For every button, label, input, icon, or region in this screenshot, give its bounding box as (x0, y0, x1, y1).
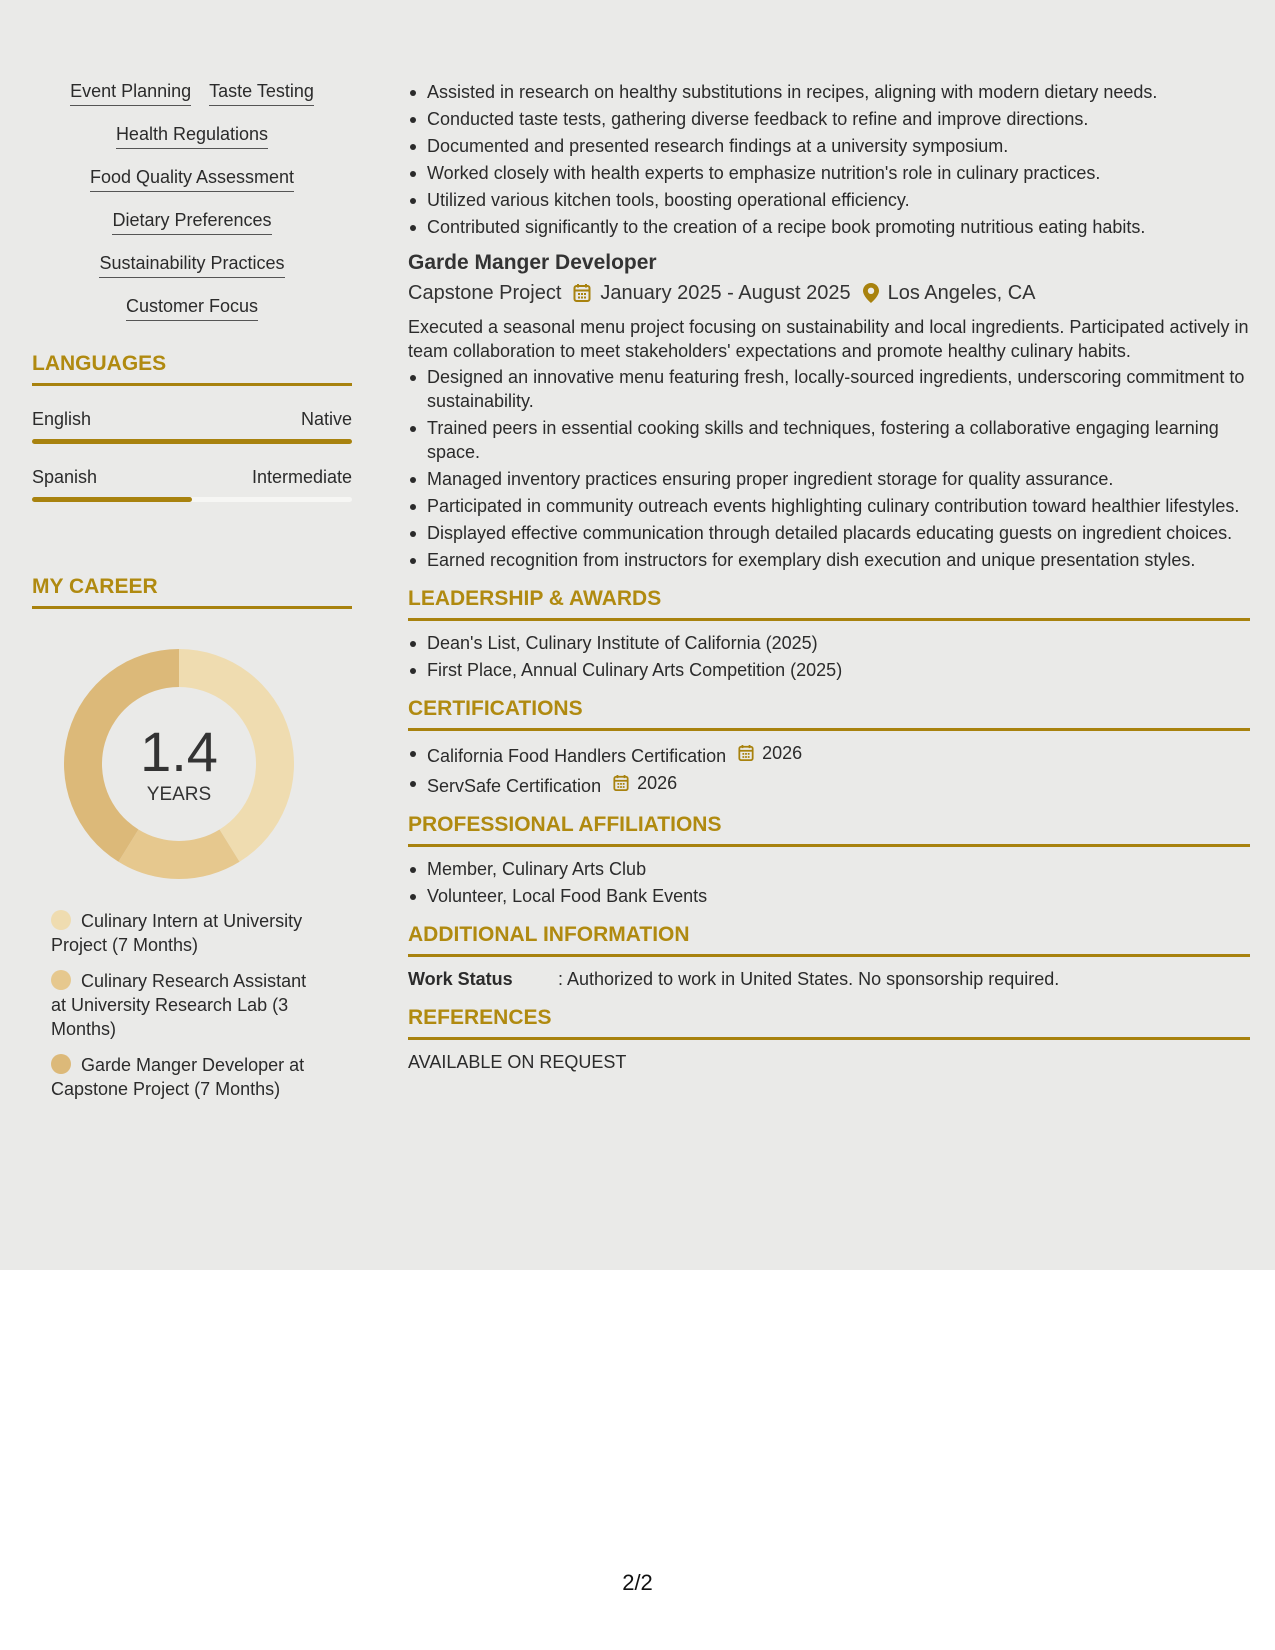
calendar-icon (613, 774, 633, 792)
references-text: AVAILABLE ON REQUEST (408, 1052, 627, 1072)
languages-section (32, 351, 352, 502)
career-legend-item (51, 909, 321, 957)
job-description: Executed a seasonal menu project focusing on sustainability and local ingredients. Participated actively in team collaboration to meet stakeholders' expectations and promote healthy culinary habits. (408, 317, 1249, 361)
skill-row (32, 295, 352, 321)
skill-row (32, 80, 352, 106)
donut-center (64, 649, 294, 879)
job-title: Garde Manger Developer (408, 251, 657, 274)
language-level: Intermediate (251, 467, 352, 487)
location-pin-icon (863, 283, 879, 303)
certification-date (738, 741, 802, 765)
page-number: 2/2 (622, 1570, 653, 1595)
certification-item (408, 741, 1250, 768)
job-company: Capstone Project (408, 282, 562, 304)
career-section (32, 574, 352, 1101)
language-level: Native (300, 409, 352, 429)
list-item: Designed an innovative menu featuring fresh, locally-sourced ingredients, underscoring commitment to sustainability. (408, 365, 1250, 413)
skill-row (32, 209, 352, 235)
calendar-icon (573, 283, 591, 303)
list-item: Participated in community outreach events highlighting culinary contribution toward healthier lifestyles. (408, 494, 1250, 518)
list-item: Contributed significantly to the creation of a recipe book promoting nutritious eating habits. (408, 215, 1250, 239)
languages-list (32, 408, 352, 502)
list-item: Conducted taste tests, gathering diverse feedback to refine and improve directions. (408, 107, 1250, 131)
list-item: Assisted in research on healthy substitutions in recipes, aligning with modern dietary needs. (408, 80, 1250, 104)
list-item: Trained peers in essential cooking skills and techniques, fostering a collaborative engaging learning space. (408, 416, 1250, 464)
career-legend (32, 909, 352, 1101)
skill-row (32, 166, 352, 192)
legend-dot (51, 910, 71, 930)
previous-job-bullets (408, 80, 1250, 239)
list-item: Dean's List, Culinary Institute of California (2025) (408, 631, 1250, 655)
leadership-title: LEADERSHIP & AWARDS (408, 586, 1250, 621)
additional-title: ADDITIONAL INFORMATION (408, 922, 1250, 957)
list-item: Documented and presented research findings at a university symposium. (408, 134, 1250, 158)
language-bar (32, 439, 352, 444)
language-bar-fill (32, 439, 352, 444)
legend-label: Culinary Intern at University Project (7 Months) (51, 911, 303, 955)
job-dates: January 2025 - August 2025 (600, 282, 851, 304)
legend-dot (51, 970, 71, 990)
affiliations-title: PROFESSIONAL AFFILIATIONS (408, 812, 1250, 847)
additional-section (408, 922, 1250, 991)
certification-year: 2026 (637, 773, 678, 793)
skill-row (32, 252, 352, 278)
certifications-title: CERTIFICATIONS (408, 696, 1250, 731)
career-legend-item (51, 1053, 321, 1101)
list-item: First Place, Annual Culinary Arts Competition (2025) (408, 658, 1250, 682)
right-column (408, 80, 1250, 1074)
skill-tag: Food Quality Assessment (90, 166, 294, 192)
certification-name: California Food Handlers Certification (427, 746, 727, 766)
job-location: Los Angeles, CA (887, 282, 1036, 304)
leadership-list (408, 631, 1250, 682)
skill-tag: Taste Testing (209, 80, 314, 106)
legend-label: Garde Manger Developer at Capstone Project (7 Months) (51, 1055, 305, 1099)
legend-label: Culinary Research Assistant at University Research Lab (3 Months) (51, 971, 307, 1039)
list-item: Earned recognition from instructors for exemplary dish execution and unique presentation styles. (408, 548, 1250, 572)
affiliations-list (408, 857, 1250, 908)
list-item: Volunteer, Local Food Bank Events (408, 884, 1250, 908)
career-title: MY CAREER (32, 574, 352, 609)
list-item: Worked closely with health experts to emphasize nutrition's role in culinary practices. (408, 161, 1250, 185)
certification-name: ServSafe Certification (427, 776, 602, 796)
work-status-label: Work Status (408, 969, 513, 989)
job-bullets (408, 365, 1250, 572)
certification-year: 2026 (762, 743, 803, 763)
work-status-row (408, 967, 1250, 991)
skill-tag: Event Planning (70, 80, 191, 106)
references-section (408, 1005, 1250, 1074)
skill-tag: Health Regulations (116, 123, 268, 149)
affiliations-section (408, 812, 1250, 908)
references-title: REFERENCES (408, 1005, 1250, 1040)
language-head (32, 466, 352, 488)
skill-row (32, 123, 352, 149)
language-item (32, 408, 352, 444)
legend-dot (51, 1054, 71, 1074)
certification-date (613, 771, 677, 795)
career-total-value: 1.4 (140, 720, 218, 783)
language-item (32, 466, 352, 502)
language-bar-fill (32, 497, 192, 502)
career-donut (64, 649, 294, 879)
list-item: Displayed effective communication through detailed placards educating guests on ingredient choices. (408, 521, 1250, 545)
list-item: Managed inventory practices ensuring proper ingredient storage for quality assurance. (408, 467, 1250, 491)
certifications-section (408, 696, 1250, 798)
job-entry (408, 249, 1250, 572)
job-meta (408, 279, 1250, 307)
work-status-value: : Authorized to work in United States. No sponsorship required. (558, 969, 1060, 989)
certification-item (408, 771, 1250, 798)
list-item: Utilized various kitchen tools, boosting operational efficiency. (408, 188, 1250, 212)
list-item: Member, Culinary Arts Club (408, 857, 1250, 881)
language-bar (32, 497, 352, 502)
career-legend-item (51, 969, 321, 1041)
calendar-icon (738, 744, 758, 762)
leadership-section (408, 586, 1250, 682)
skill-tag: Sustainability Practices (99, 252, 284, 278)
skills-list (32, 80, 352, 321)
language-name: Spanish (32, 467, 98, 487)
skill-tag: Dietary Preferences (112, 209, 271, 235)
career-total-unit: YEARS (146, 784, 212, 805)
language-name: English (32, 409, 92, 429)
certifications-list (408, 741, 1250, 798)
language-head (32, 408, 352, 430)
skill-tag: Customer Focus (126, 295, 258, 321)
left-column (32, 80, 352, 1113)
languages-title: LANGUAGES (32, 351, 352, 386)
